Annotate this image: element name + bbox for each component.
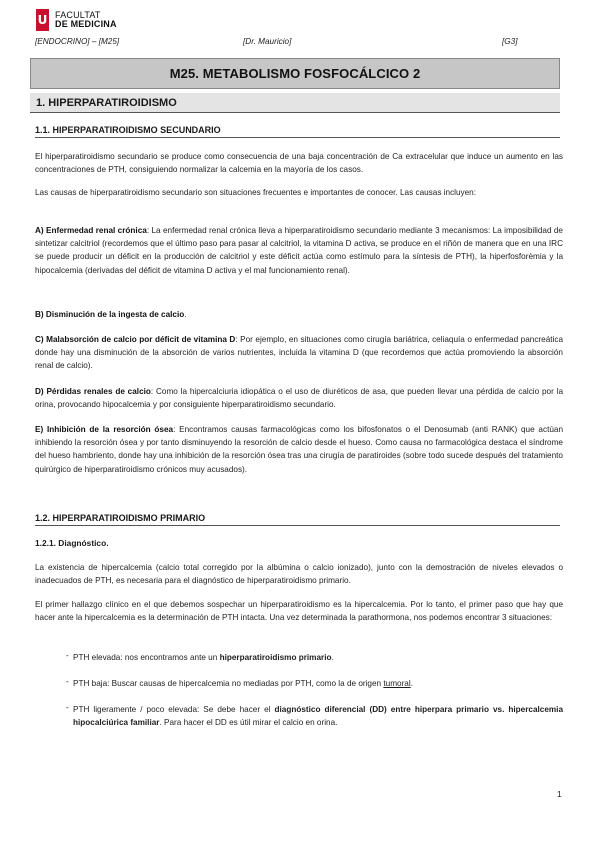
cause-c-text: : Por ejemplo, en situaciones como cirugía bariátrica, celiaquía o enfermedad pancreática donde hay una disminución de la absorción de varios nutrientes, incluida la vitamina D (que recordemos que actúa promoviendo la absorción renal de calcio).	[35, 335, 563, 371]
list-item-pth-low-underline: tumoral	[383, 679, 411, 688]
list-item-pth-low-text: PTH baja: Buscar causas de hipercalcemia no mediadas por PTH, como la de origen	[73, 679, 384, 688]
header-teacher: [Dr. Mauricio]	[243, 37, 292, 46]
paragraph-intro: El hiperparatiroidismo secundario se produce como consecuencia de una baja concentración de Ca extracelular que induce un aumento en las concentraciones de PTH, consiguiendo normalizar la calcemia en la mayoría de los casos.	[35, 152, 563, 175]
faculty-name	[55, 11, 117, 29]
faculty-name-line2: DE MEDICINA	[55, 19, 117, 29]
list-item-pth-high	[73, 651, 563, 664]
cause-b	[35, 308, 563, 321]
section-heading-1-2: 1.2. HIPERPARATIROIDISMO PRIMARIO	[35, 513, 560, 526]
cause-c-label: C) Malabsorción de calcio por déficit de vitamina D	[35, 335, 236, 344]
bullet-dash-3: -	[66, 703, 69, 712]
cause-d	[35, 385, 563, 411]
cause-d-label: D) Pérdidas renales de calcio	[35, 387, 151, 396]
list-item-pth-slight-end: . Para hacer el DD es útil mirar el calcio en orina.	[159, 718, 338, 728]
bullet-dash-1: -	[66, 651, 69, 660]
list-item-pth-low-end: .	[410, 679, 413, 688]
section-heading-1-2-1: 1.2.1. Diagnóstico.	[35, 538, 109, 548]
header-group: [G3]	[502, 37, 518, 46]
list-item-pth-low	[73, 677, 563, 690]
header-course: [ENDOCRINO] – [M25]	[35, 37, 120, 46]
cause-a-label: A) Enfermedad renal crónica	[35, 226, 147, 235]
list-item-pth-high-text: PTH elevada: nos encontramos ante un	[73, 653, 220, 662]
list-item-pth-slight-bold: diagnóstico diferencial (DD) entre hiperpara primario vs. hipercalcemia hipocalciúrica familiar	[73, 705, 563, 728]
paragraph-diagnosis: La existencia de hipercalcemia (calcio total corregido por la albúmina o calcio ionizado), junto con la demostración de niveles elevados o inadecuados de PTH, es necesaria para el diagnóstico de hiperparatiroidismo primario.	[35, 563, 563, 586]
faculty-name-line1: FACULTAT	[55, 10, 101, 20]
section-heading-1-1: 1.1. HIPERPARATIROIDISMO SECUNDARIO	[35, 125, 560, 138]
list-item-pth-high-end: .	[331, 653, 334, 662]
paragraph-causes: Las causas de hiperparatiroidismo secundario son situaciones frecuentes e importantes de conocer. Las causas incluyen:	[35, 188, 477, 197]
cause-c	[35, 333, 563, 373]
faculty-logo	[36, 9, 117, 31]
cause-e-label: E) Inhibición de la resorción ósea	[35, 425, 174, 434]
cause-d-text: : Como la hipercalciuria idiopática o el uso de diuréticos de asa, que pueden llevar una pérdida de calcio por la orina, provocando hipocalcemia y por consiguiente hiperparatiroidismo secundario.	[35, 387, 564, 410]
page-title: M25. METABOLISMO FOSFOCÁLCICO 2	[30, 58, 560, 89]
cause-b-label: B) Disminución de la ingesta de calcio	[35, 310, 185, 319]
cause-b-text: .	[184, 310, 187, 319]
cause-a-text: : La enfermedad renal crónica lleva a hiperparatiroidismo secundario mediante 3 mecanismos: La imposibilidad de sintetizar calcitriol (recordemos que el último paso para pasar al calcitriol, la vitamina D activa, se produce en el riñón de manera que en una IRC se puede producir un déficit en la producción de calcitriol y este déficit actúa como estímulo para la síntesis de PTH), la hiperfosforèmia y la hipocalcemia (derivadas del déficit de vitamina D activa y el mal funcionamiento renal).	[35, 226, 563, 275]
page-number: 1	[557, 789, 562, 799]
paragraph-first-finding: El primer hallazgo clínico en el que debemos sospechar un hiperparatiroidismo es la hipercalcemia. Por lo tanto, el primer paso que hay que hacer ante la hipercalcemia es la determinación de PTH intacta. Una vez determinada la parathormona, nos podemos encontrar 3 situaciones:	[35, 600, 563, 623]
university-logo-icon: U	[36, 9, 49, 31]
cause-a	[35, 224, 563, 277]
cause-e-text: : Encontramos causas farmacológicas como los bifosfonatos o el Denosumab (anti RANK) que actúan inhibiendo la resorción ósea y por tanto disminuyendo la resorción de calcio desde el hueso. Como causa no farmacológica destaca el síndrome del hueso hambriento, donde hay una inhibición de la resorción ósea tras una cirugía de paratiroides (sobre todo sucede después del tratamiento quirúrgico de hiperparatiroidismo crónicos muy acusados).	[35, 425, 563, 474]
list-item-pth-slight	[73, 703, 563, 729]
list-item-pth-slight-text: PTH ligeramente / poco elevada: Se debe hacer el	[73, 705, 275, 714]
cause-e	[35, 423, 563, 476]
section-heading-1: 1. HIPERPARATIROIDISMO	[30, 93, 560, 113]
list-item-pth-high-bold: hiperparatiroidismo primario	[219, 653, 332, 662]
bullet-dash-2: -	[66, 677, 69, 686]
